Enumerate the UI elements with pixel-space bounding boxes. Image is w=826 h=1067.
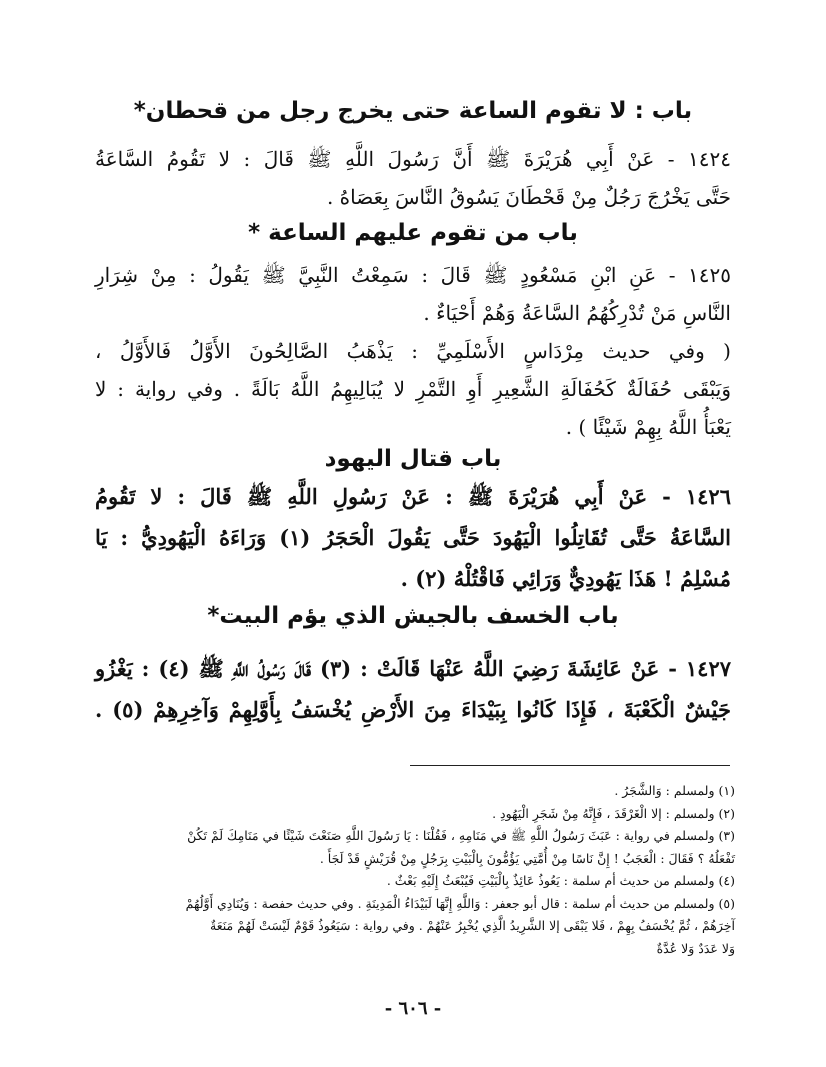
- hadith-1426-line-3: مُسْلِمُ ! هَذَا يَهُودِيٌّ وَرَائِي فَاقْتُلْهُ (٢) .: [400, 566, 731, 591]
- hadith-1426-line-1: ١٤٢٦ - عَنْ أَبِي هُرَيْرَةَ ﷺ : عَنْ رَسُولِ اللَّهِ ﷺ قَالَ : لا تَقُومُ: [95, 484, 731, 509]
- hadith-1426-line-2: السَّاعَةُ حَتَّى تُقَاتِلُوا الْيَهُودَ حَتَّى يَقُولَ الْحَجَرُ (١) وَرَاءَهُ الْيَهُودِيُّ : يَا: [95, 525, 731, 550]
- hadith-1425-line-3: ( وفي حديث مِرْدَاسٍ الأَسْلَمِيِّ : يَذْهَبُ الصَّالِحُونَ الأَوَّلُ فَالأَوَّلُ ،: [95, 339, 731, 363]
- footnote-5: (٥) ولمسلم من حديث أم سلمة : قال أبو جعفر : وَاللَّهِ إِنَّهَا لَبَيْدَاءُ الْمَدِينَةِ . وفي حديث حفصة : وَيُنَادِي أَوَّلُهُمْ: [185, 895, 735, 911]
- hadith-1424-line-2: حَتَّى يَخْرُجَ رَجُلٌ مِنْ قَحْطَانَ يَسُوقُ النَّاسَ بِعَصَاهُ .: [326, 185, 731, 209]
- hadith-1424: [95, 140, 731, 216]
- footnote-3: (٣) ولمسلم في رواية : عَبَثَ رَسُولُ اللَّهِ ﷺ في مَنَامِهِ ، فَقُلْنَا : يَا رَسُولَ اللَّهِ صَنَعْتَ شَيْئًا في مَنَامِكَ لَمْ تَكُنْ: [187, 828, 735, 843]
- footnote-5-continued: آخِرَهُمْ ، ثُمَّ يُخْسَفُ بِهِمْ ، فَلا يَبْقَى إلا الشَّرِيدُ الَّذِي يُخْبِرُ عَنْهُمْ . وفي رواية : سَيَعُوذُ قَوْمٌ لَيْسَتْ لَهُمْ مَنَعَةٌ: [210, 918, 735, 933]
- footnote-5-continued-2: وَلا عَدَدٌ وَلا عُدَّةٌ: [656, 940, 735, 956]
- chapter-heading-qahtan: باب : لا تقوم الساعة حتى يخرج رجل من قحطان*: [133, 98, 693, 124]
- hadith-1425-line-2: النَّاسِ مَنْ تُدْرِكُهُمُ السَّاعَةُ وَهُمْ أَحْيَاءٌ .: [423, 301, 731, 325]
- footnote-3-continued: تَفْعَلُهُ ؟ فَقَالَ : الْعَجَبُ ! إِنَّ نَاسًا مِنْ أُمَّتِي يَؤُمُّونَ بِالْبَيْتِ بِرَجُلٍ مِنْ قُرَيْشٍ قَدْ لَجَأَ .: [319, 850, 735, 866]
- chapter-heading-upon-whom: باب من تقوم عليهم الساعة *: [248, 220, 578, 246]
- hadith-1426: [95, 476, 731, 599]
- footnote-separator: [410, 765, 730, 766]
- page-number: - ٦٠٦ -: [384, 998, 442, 1019]
- footnote-1: (١) ولمسلم : وَالشَّجَرُ .: [614, 783, 735, 798]
- hadith-1425-line-5: يَعْبَأُ اللَّهُ بِهِمْ شَيْئًا ) .: [565, 415, 731, 439]
- hadith-1427-line-2: جَيْشٌ الْكَعْبَةَ ، فَإِذَا كَانُوا بِبَيْدَاءَ مِنَ الأَرْضِ يُخْسَفُ بِأَوَّلِهِمْ وَآخِرِهِمْ (٥) .: [95, 697, 732, 722]
- hadith-1424-line-1: ١٤٢٤ - عَنْ أَبِي هُرَيْرَةَ ﷺ أَنَّ رَسُولَ اللَّهِ ﷺ قَالَ : لا تَقُومُ السَّاعَةُ: [95, 147, 731, 171]
- chapter-heading-jews: باب قتال اليهود: [324, 446, 502, 472]
- hadith-1425-line-4: وَيَبْقَى حُفَالَةٌ كَحُفَالَةِ الشَّعِيرِ أَوِ التَّمْرِ لا يُبَالِيهِمُ اللَّهُ بَالَةً . وفي رواية : لا: [95, 377, 731, 401]
- hadith-1425: [95, 256, 731, 446]
- chapter-heading-khasf: باب الخسف بالجيش الذي يؤم البيت*: [207, 603, 619, 629]
- footnote-4: (٤) ولمسلم من حديث أم سلمة : يَعُوذُ عَائِذٌ بِالْبَيْتِ فَيُبْعَثُ إِلَيْهِ بَعْثٌ .: [386, 873, 735, 888]
- footnotes: [95, 780, 735, 960]
- hadith-1427-line-1: ١٤٢٧ - عَنْ عَائِشَةَ رَضِيَ اللَّهُ عَنْهَا قَالَتْ : (٣) قَالَ رَسُولُ اللَّهِ ﷺ (٤) : يَغْزُو: [95, 656, 732, 681]
- footnote-2: (٢) ولمسلم : إلا الْغَرْقَدَ ، فَإِنَّهُ مِنْ شَجَرِ الْيَهُودِ .: [492, 805, 735, 821]
- hadith-1425-line-1: ١٤٢٥ - عَنِ ابْنِ مَسْعُودٍ ﷺ قَالَ : سَمِعْتُ النَّبِيَّ ﷺ يَقُولُ : مِنْ شِرَارِ: [95, 263, 731, 287]
- hadith-1427: [95, 648, 731, 730]
